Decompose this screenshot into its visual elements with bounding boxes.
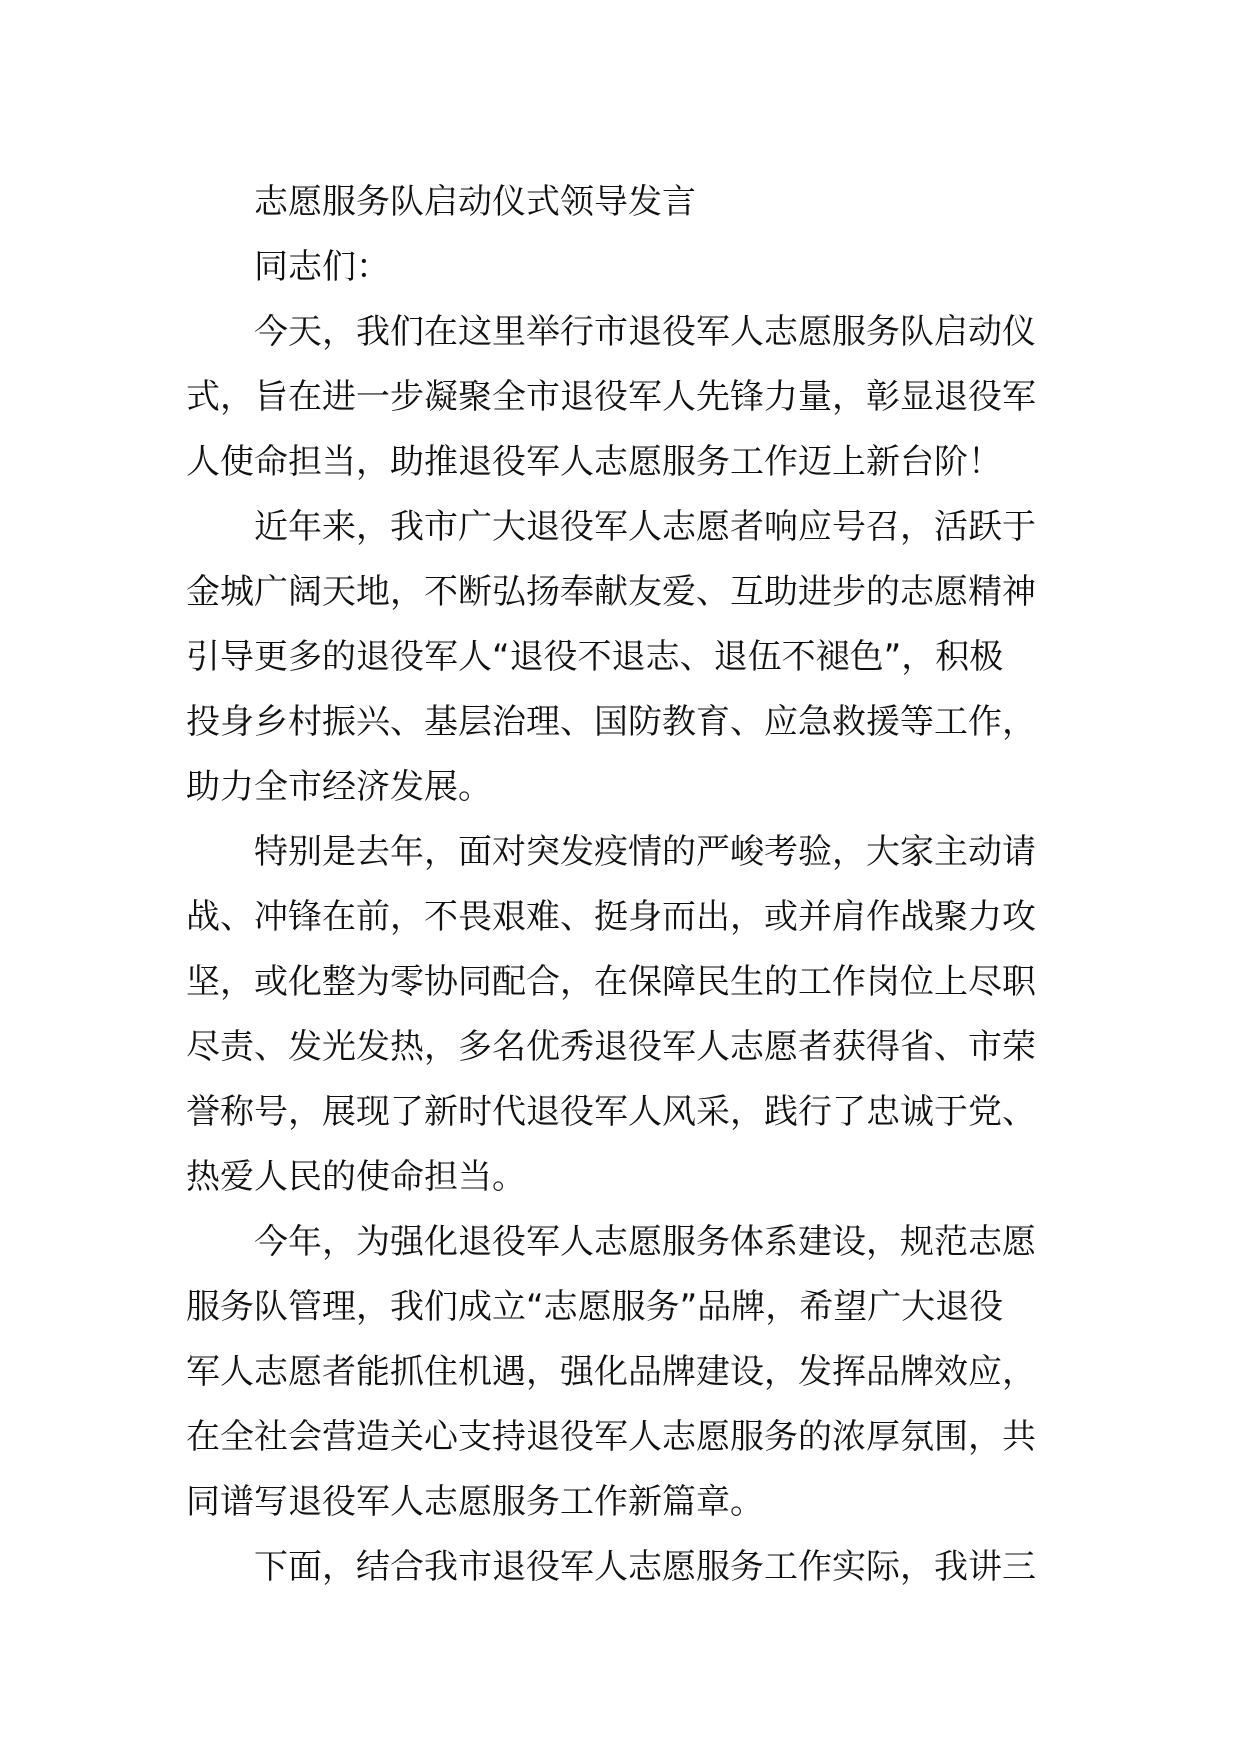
- salutation: 同志们：: [254, 247, 390, 287]
- paragraph-4-line-2: 服务队管理，我们成立“志愿服务”品牌，希望广大退役: [186, 1287, 1004, 1327]
- paragraph-1-line-2: 式，旨在进一步凝聚全市退役军人先锋力量，彰显退役军: [186, 377, 1036, 417]
- paragraph-1-line-1: 今天，我们在这里举行市退役军人志愿服务队启动仪: [254, 312, 1036, 352]
- paragraph-2-line-4: 投身乡村振兴、基层治理、国防教育、应急救援等工作，: [186, 702, 1036, 742]
- paragraph-3-line-2: 战、冲锋在前，不畏艰难、挺身而出，或并肩作战聚力攻: [186, 897, 1036, 937]
- paragraph-5-line-1: 下面，结合我市退役军人志愿服务工作实际，我讲三: [254, 1547, 1036, 1587]
- document-title: 志愿服务队启动仪式领导发言: [254, 182, 696, 222]
- paragraph-4-line-1: 今年，为强化退役军人志愿服务体系建设，规范志愿: [254, 1222, 1036, 1262]
- paragraph-3-line-6: 热爱人民的使命担当。: [186, 1157, 526, 1197]
- paragraph-3-line-3: 坚，或化整为零协同配合，在保障民生的工作岗位上尽职: [186, 962, 1036, 1002]
- paragraph-2-line-3: 引导更多的退役军人“退役不退志、退伍不褪色”，积极: [186, 637, 1004, 677]
- paragraph-4-line-5: 同谱写退役军人志愿服务工作新篇章。: [186, 1482, 764, 1522]
- paragraph-3-line-4: 尽责、发光发热，多名优秀退役军人志愿者获得省、市荣: [186, 1027, 1036, 1067]
- document-body: [186, 170, 1056, 1600]
- paragraph-1-line-3: 人使命担当，助推退役军人志愿服务工作迈上新台阶！: [186, 442, 1002, 482]
- paragraph-3-line-1: 特别是去年，面对突发疫情的严峻考验，大家主动请: [254, 832, 1036, 872]
- paragraph-3-line-5: 誉称号，展现了新时代退役军人风采，践行了忠诚于党、: [186, 1092, 1036, 1132]
- paragraph-4-line-3: 军人志愿者能抓住机遇，强化品牌建设，发挥品牌效应，: [186, 1352, 1036, 1392]
- paragraph-2-line-1: 近年来，我市广大退役军人志愿者响应号召，活跃于: [254, 507, 1036, 547]
- paragraph-2-line-5: 助力全市经济发展。: [186, 767, 492, 807]
- paragraph-2-line-2: 金城广阔天地，不断弘扬奉献友爱、互助进步的志愿精神: [186, 572, 1036, 612]
- paragraph-4-line-4: 在全社会营造关心支持退役军人志愿服务的浓厚氛围，共: [186, 1417, 1036, 1457]
